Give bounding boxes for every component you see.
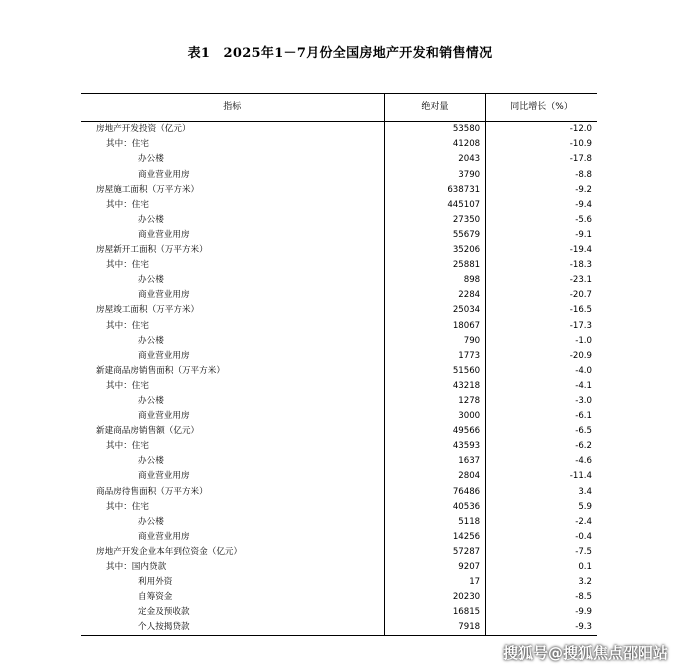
table-row — [81, 228, 597, 243]
table-row — [81, 424, 597, 439]
row-label: 新建商品房销售额（亿元） — [96, 426, 200, 437]
row-value: 55679 — [384, 228, 486, 243]
row-growth: -12.0 — [486, 122, 597, 138]
row-label: 自筹资金 — [138, 592, 173, 603]
row-growth: -1.0 — [486, 333, 597, 348]
table-row — [81, 167, 597, 182]
row-label: 其中：住宅 — [106, 139, 149, 150]
row-value: 25881 — [384, 258, 486, 273]
row-label: 办公楼 — [138, 214, 164, 225]
table-row — [81, 560, 597, 575]
row-growth: -18.3 — [486, 258, 597, 273]
table-row — [81, 303, 597, 318]
table-row — [81, 288, 597, 303]
row-label: 商业营业用房 — [138, 229, 190, 240]
data-table — [81, 93, 597, 636]
row-value: 76486 — [384, 484, 486, 499]
table-row — [81, 197, 597, 212]
row-growth: -4.6 — [486, 454, 597, 469]
row-growth: -8.5 — [486, 590, 597, 605]
table-row — [81, 243, 597, 258]
source-watermark: 搜狐号@搜狐焦点邵阳站 — [502, 644, 668, 662]
table-row — [81, 182, 597, 197]
table-row — [81, 152, 597, 167]
row-value: 20230 — [384, 590, 486, 605]
row-label: 商业营业用房 — [138, 411, 190, 422]
row-value: 1773 — [384, 348, 486, 363]
row-growth: -4.0 — [486, 364, 597, 379]
row-value: 638731 — [384, 182, 486, 197]
table-row — [81, 409, 597, 424]
row-value: 41208 — [384, 137, 486, 152]
row-value: 2804 — [384, 469, 486, 484]
table-row — [81, 318, 597, 333]
row-label: 房屋竣工面积（万平方米） — [96, 305, 200, 316]
row-label: 商业营业用房 — [138, 471, 190, 482]
row-growth: -8.8 — [486, 167, 597, 182]
row-value: 14256 — [384, 530, 486, 545]
row-value: 5118 — [384, 514, 486, 529]
row-label: 新建商品房销售面积（万平方米） — [96, 365, 225, 376]
table-row — [81, 484, 597, 499]
row-value: 27350 — [384, 213, 486, 228]
header-indicator: 指标 — [81, 94, 384, 122]
table-row — [81, 530, 597, 545]
row-growth: 3.4 — [486, 484, 597, 499]
row-label: 商业营业用房 — [138, 169, 190, 180]
table-body — [81, 122, 597, 636]
row-label: 其中：住宅 — [106, 380, 149, 391]
row-growth: -9.2 — [486, 182, 597, 197]
row-label: 个人按揭贷款 — [81, 620, 384, 636]
row-growth: -0.4 — [486, 530, 597, 545]
row-label: 办公楼 — [138, 395, 164, 406]
table-row — [81, 122, 597, 138]
table-row — [81, 454, 597, 469]
table-row — [81, 514, 597, 529]
row-label: 其中：住宅 — [106, 501, 149, 512]
row-label: 商业营业用房 — [138, 350, 190, 361]
row-label: 其中：国内贷款 — [106, 562, 167, 573]
table-row — [81, 605, 597, 620]
row-label: 办公楼 — [138, 516, 164, 527]
table-row — [81, 379, 597, 394]
row-value: 43218 — [384, 379, 486, 394]
row-label: 房地产开发企业本年到位资金（亿元） — [96, 546, 243, 557]
row-growth: -4.1 — [486, 379, 597, 394]
row-label: 商品房待售面积（万平方米） — [96, 486, 208, 497]
table-row — [81, 348, 597, 363]
table-row — [81, 213, 597, 228]
row-label: 其中：住宅 — [106, 199, 149, 210]
table-row — [81, 394, 597, 409]
row-growth: -3.0 — [486, 394, 597, 409]
table-header-row — [81, 94, 597, 122]
row-value: 25034 — [384, 303, 486, 318]
row-value: 2284 — [384, 288, 486, 303]
row-value: 53580 — [384, 122, 486, 138]
table-row — [81, 575, 597, 590]
row-label: 办公楼 — [138, 456, 164, 467]
row-growth: -23.1 — [486, 273, 597, 288]
row-growth: -19.4 — [486, 243, 597, 258]
row-label: 其中：住宅 — [106, 260, 149, 271]
header-absolute-value: 绝对量 — [384, 94, 486, 122]
row-value: 790 — [384, 333, 486, 348]
row-label: 房屋施工面积（万平方米） — [96, 184, 200, 195]
row-label: 房屋新开工面积（万平方米） — [96, 245, 208, 256]
row-growth: -6.1 — [486, 409, 597, 424]
table-row — [81, 273, 597, 288]
row-growth: -9.9 — [486, 605, 597, 620]
row-growth: -10.9 — [486, 137, 597, 152]
row-value: 35206 — [384, 243, 486, 258]
row-growth: -5.6 — [486, 213, 597, 228]
table-row — [81, 439, 597, 454]
row-growth: -9.1 — [486, 228, 597, 243]
row-value: 2043 — [384, 152, 486, 167]
row-growth: 3.2 — [486, 575, 597, 590]
row-value: 3000 — [384, 409, 486, 424]
row-label: 办公楼 — [138, 154, 164, 165]
table-row — [81, 499, 597, 514]
row-value: 9207 — [384, 560, 486, 575]
row-growth: -11.4 — [486, 469, 597, 484]
row-growth: -16.5 — [486, 303, 597, 318]
table-row — [81, 333, 597, 348]
row-growth: -17.8 — [486, 152, 597, 167]
row-growth: -20.9 — [486, 348, 597, 363]
row-value: 57287 — [384, 545, 486, 560]
row-growth: 0.1 — [486, 560, 597, 575]
row-value: 445107 — [384, 197, 486, 212]
row-label: 商业营业用房 — [138, 531, 190, 542]
row-growth: -7.5 — [486, 545, 597, 560]
row-value: 40536 — [384, 499, 486, 514]
table-row — [81, 590, 597, 605]
row-value: 43593 — [384, 439, 486, 454]
row-value: 18067 — [384, 318, 486, 333]
row-label: 利用外资 — [138, 577, 173, 588]
table-title: 表1 2025年1－7月份全国房地产开发和销售情况 — [187, 46, 493, 61]
row-growth: -20.7 — [486, 288, 597, 303]
row-value: 898 — [384, 273, 486, 288]
table-row — [81, 137, 597, 152]
row-growth: -9.4 — [486, 197, 597, 212]
header-yoy-growth: 同比增长（%） — [486, 94, 597, 122]
row-label: 房地产开发投资（亿元） — [96, 124, 191, 135]
table-row — [81, 620, 597, 636]
row-value: 51560 — [384, 364, 486, 379]
row-growth: -17.3 — [486, 318, 597, 333]
table-row — [81, 469, 597, 484]
table-row — [81, 258, 597, 273]
row-growth: -2.4 — [486, 514, 597, 529]
row-label: 办公楼 — [138, 335, 164, 346]
row-label: 定金及预收款 — [138, 607, 190, 618]
row-growth: -9.3 — [486, 620, 597, 636]
row-label: 商业营业用房 — [138, 290, 190, 301]
row-value: 7918 — [384, 620, 486, 636]
row-label: 办公楼 — [138, 275, 164, 286]
row-value: 1637 — [384, 454, 486, 469]
row-value: 17 — [384, 575, 486, 590]
row-growth: 5.9 — [486, 499, 597, 514]
row-growth: -6.2 — [486, 439, 597, 454]
row-growth: -6.5 — [486, 424, 597, 439]
row-value: 3790 — [384, 167, 486, 182]
row-value: 16815 — [384, 605, 486, 620]
row-value: 49566 — [384, 424, 486, 439]
table-row — [81, 364, 597, 379]
row-label: 其中：住宅 — [106, 441, 149, 452]
table-row — [81, 545, 597, 560]
row-value: 1278 — [384, 394, 486, 409]
row-label: 其中：住宅 — [106, 320, 149, 331]
